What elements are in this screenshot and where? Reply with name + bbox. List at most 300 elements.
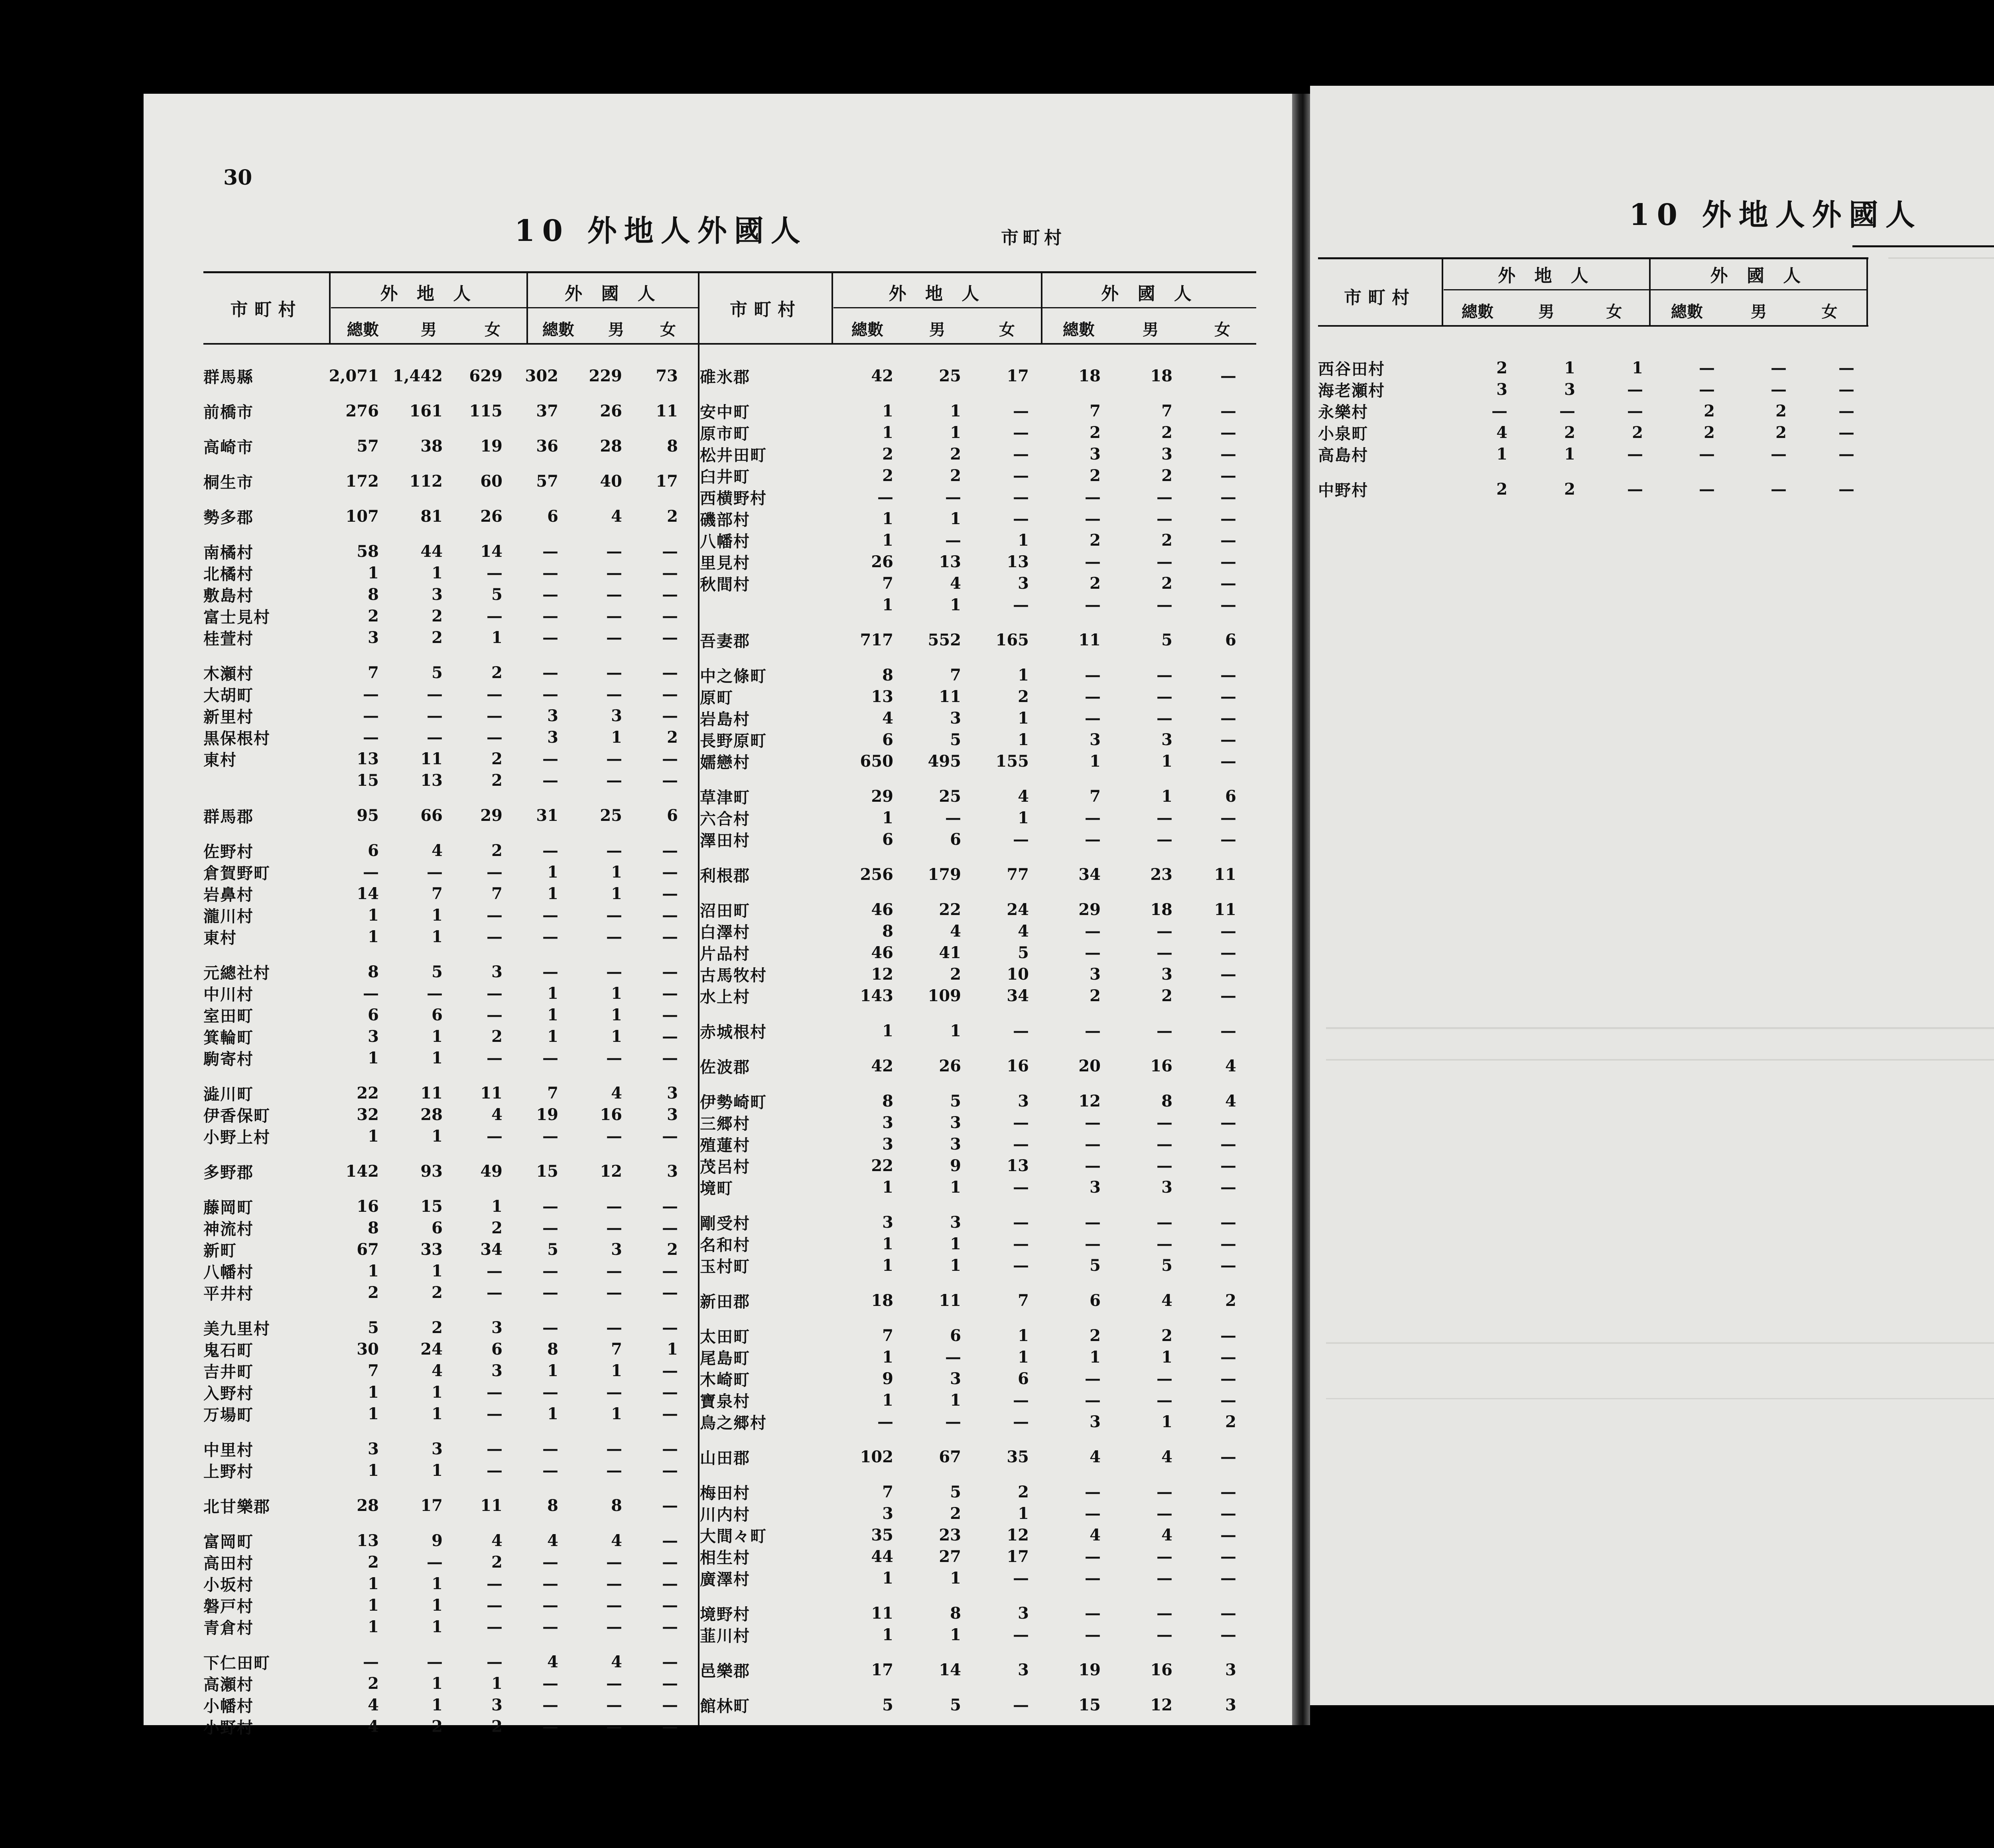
count-cell: — bbox=[606, 1261, 622, 1280]
municipality-name: 剛受村 bbox=[700, 1214, 750, 1233]
count-cell: — bbox=[662, 862, 678, 882]
count-cell: 3 bbox=[368, 1439, 379, 1458]
table-row bbox=[700, 1155, 1256, 1176]
count-cell: 6 bbox=[432, 1218, 443, 1237]
count-cell: 4 bbox=[1161, 1447, 1172, 1466]
municipality-name: 伊香保町 bbox=[203, 1106, 270, 1125]
count-cell: 8 bbox=[547, 1496, 558, 1515]
count-cell: 2 bbox=[1704, 401, 1715, 420]
count-cell: 29 bbox=[480, 806, 502, 825]
count-cell: 2 bbox=[1090, 574, 1101, 593]
table-row bbox=[700, 985, 1256, 1006]
count-cell: 165 bbox=[995, 630, 1029, 649]
count-cell: 1 bbox=[432, 1027, 443, 1046]
count-cell: 1 bbox=[882, 1347, 893, 1367]
count-cell: — bbox=[542, 1461, 558, 1480]
count-cell: — bbox=[1085, 1603, 1101, 1623]
count-cell: — bbox=[606, 1574, 622, 1593]
count-cell: 1 bbox=[432, 905, 443, 925]
count-cell: 2 bbox=[950, 444, 961, 463]
right-page bbox=[1310, 86, 1994, 1705]
count-cell: — bbox=[487, 706, 502, 725]
table-row bbox=[700, 1112, 1256, 1133]
count-cell: — bbox=[1627, 401, 1643, 420]
table-row bbox=[700, 899, 1256, 920]
header-total: 總數 bbox=[1671, 302, 1703, 321]
municipality-name: 利根郡 bbox=[700, 866, 750, 885]
municipality-name: 東村 bbox=[203, 928, 237, 947]
count-cell: — bbox=[427, 684, 443, 704]
data-table-right-column bbox=[700, 365, 1256, 1716]
count-cell: 8 bbox=[882, 921, 893, 941]
count-cell: — bbox=[945, 1412, 961, 1431]
count-cell: — bbox=[1085, 595, 1101, 614]
table-row bbox=[203, 1195, 694, 1217]
count-cell: 60 bbox=[480, 471, 502, 491]
count-cell: 6 bbox=[950, 1326, 961, 1345]
count-cell: 2 bbox=[1161, 986, 1172, 1005]
count-cell: — bbox=[1220, 423, 1236, 442]
table-row bbox=[700, 1524, 1256, 1546]
count-cell: — bbox=[487, 984, 502, 1003]
table-row bbox=[203, 627, 694, 648]
count-cell: — bbox=[542, 1126, 558, 1146]
count-cell: — bbox=[1013, 444, 1029, 463]
count-cell: — bbox=[1085, 1390, 1101, 1410]
count-cell: 2 bbox=[1018, 687, 1029, 706]
count-cell: — bbox=[487, 1126, 502, 1146]
count-cell: — bbox=[1013, 1412, 1029, 1431]
municipality-name: 青倉村 bbox=[203, 1618, 254, 1637]
count-cell: 1 bbox=[950, 1625, 961, 1644]
count-cell: — bbox=[606, 905, 622, 925]
count-cell: 7 bbox=[882, 574, 893, 593]
count-cell: 16 bbox=[1007, 1056, 1029, 1075]
count-cell: 3 bbox=[950, 1213, 961, 1232]
table-row bbox=[203, 662, 694, 683]
table-row bbox=[203, 540, 694, 562]
count-cell: 2 bbox=[491, 749, 502, 768]
count-cell: 717 bbox=[860, 630, 893, 649]
count-cell: 5 bbox=[950, 1482, 961, 1501]
municipality-name: 佐波郡 bbox=[700, 1057, 750, 1077]
count-cell: — bbox=[1157, 665, 1172, 684]
count-cell: — bbox=[363, 1652, 379, 1671]
table-row bbox=[203, 805, 694, 826]
count-cell: 18 bbox=[1078, 366, 1101, 385]
count-cell: — bbox=[662, 841, 678, 860]
count-cell: — bbox=[1157, 1234, 1172, 1253]
count-cell: 14 bbox=[357, 884, 379, 903]
municipality-name: 梅田村 bbox=[700, 1483, 750, 1503]
header-female: 女 bbox=[999, 320, 1015, 339]
count-cell: — bbox=[1220, 986, 1236, 1005]
count-cell: 1 bbox=[950, 1021, 961, 1040]
municipality-name: 中之條町 bbox=[700, 667, 767, 686]
count-cell: 3 bbox=[950, 708, 961, 728]
count-cell: — bbox=[1220, 1256, 1236, 1275]
count-cell: 14 bbox=[939, 1660, 961, 1679]
table-row bbox=[203, 769, 694, 791]
count-cell: 19 bbox=[536, 1105, 558, 1124]
count-cell: 8 bbox=[882, 1091, 893, 1110]
count-cell: — bbox=[542, 1318, 558, 1337]
count-cell: — bbox=[487, 1652, 502, 1671]
count-cell: — bbox=[1013, 1134, 1029, 1154]
count-cell: 2 bbox=[1090, 531, 1101, 550]
count-cell: 5 bbox=[1018, 943, 1029, 962]
count-cell: — bbox=[542, 585, 558, 604]
municipality-name: 中野村 bbox=[1318, 481, 1368, 500]
count-cell: 4 bbox=[1225, 1056, 1236, 1075]
count-cell: 112 bbox=[409, 471, 443, 491]
municipality-name: 六合村 bbox=[700, 809, 750, 828]
count-cell: 11 bbox=[656, 401, 678, 420]
table-title-right: 10 外地人外國人 bbox=[1629, 198, 1922, 232]
municipality-name: 小泉町 bbox=[1318, 424, 1368, 443]
count-cell: — bbox=[1085, 1547, 1101, 1566]
count-cell: — bbox=[363, 684, 379, 704]
count-cell: — bbox=[606, 663, 622, 682]
header-top-rule-right bbox=[1318, 257, 1868, 259]
table-row bbox=[700, 864, 1256, 885]
count-cell: 3 bbox=[1018, 574, 1029, 593]
header-male: 男 bbox=[1538, 302, 1555, 321]
count-cell: 6 bbox=[368, 841, 379, 860]
show-through bbox=[1326, 1398, 1994, 1399]
table-row bbox=[700, 1694, 1256, 1716]
count-cell: 1 bbox=[547, 1005, 558, 1024]
count-cell: — bbox=[363, 984, 379, 1003]
count-cell: 1 bbox=[368, 905, 379, 925]
count-cell: 49 bbox=[480, 1162, 502, 1181]
count-cell: — bbox=[662, 563, 678, 582]
header-male: 男 bbox=[421, 320, 437, 339]
count-cell: 24 bbox=[420, 1339, 443, 1359]
count-cell: 6 bbox=[491, 1339, 502, 1359]
count-cell: 12 bbox=[1150, 1695, 1172, 1714]
count-cell: — bbox=[542, 1383, 558, 1402]
table-row bbox=[700, 422, 1256, 443]
count-cell: — bbox=[1220, 401, 1236, 420]
table-row bbox=[203, 400, 694, 422]
table-row bbox=[203, 926, 694, 947]
count-cell: 2 bbox=[432, 606, 443, 625]
count-cell: 1 bbox=[1018, 1504, 1029, 1523]
count-cell: 31 bbox=[536, 806, 558, 825]
table-row bbox=[203, 1616, 694, 1637]
count-cell: — bbox=[1220, 1525, 1236, 1544]
count-cell: 3 bbox=[1018, 1603, 1029, 1623]
table-row bbox=[203, 1360, 694, 1381]
count-cell: — bbox=[606, 1461, 622, 1480]
count-cell: 3 bbox=[1225, 1695, 1236, 1714]
count-cell: — bbox=[542, 1048, 558, 1067]
table-row bbox=[700, 629, 1256, 651]
count-cell: — bbox=[1699, 380, 1715, 399]
table-row bbox=[700, 920, 1256, 942]
count-cell: — bbox=[1013, 830, 1029, 849]
municipality-name: 館林町 bbox=[700, 1696, 750, 1716]
count-cell: 3 bbox=[667, 1162, 678, 1181]
table-row bbox=[203, 1438, 694, 1459]
municipality-name: 古馬牧村 bbox=[700, 966, 767, 985]
count-cell: 3 bbox=[1161, 730, 1172, 749]
count-cell: — bbox=[487, 862, 502, 882]
count-cell: 2 bbox=[368, 606, 379, 625]
count-cell: 7 bbox=[882, 1482, 893, 1501]
count-cell: — bbox=[1157, 487, 1172, 507]
count-cell: 1 bbox=[547, 862, 558, 882]
count-cell: 7 bbox=[491, 884, 502, 903]
count-cell: 7 bbox=[1161, 401, 1172, 420]
table-row bbox=[700, 1233, 1256, 1254]
count-cell: 1 bbox=[950, 595, 961, 614]
count-cell: 2 bbox=[1775, 423, 1787, 442]
count-cell: 1 bbox=[547, 1027, 558, 1046]
count-cell: — bbox=[1085, 1213, 1101, 1232]
count-cell: — bbox=[542, 1674, 558, 1693]
table-row bbox=[203, 748, 694, 769]
count-cell: 23 bbox=[939, 1525, 961, 1544]
count-cell: 35 bbox=[871, 1525, 893, 1544]
count-cell: 3 bbox=[1225, 1660, 1236, 1679]
count-cell: 115 bbox=[469, 401, 502, 420]
count-cell: — bbox=[606, 841, 622, 860]
count-cell: — bbox=[662, 1496, 678, 1515]
table-row bbox=[700, 1446, 1256, 1467]
count-cell: 1 bbox=[432, 1261, 443, 1280]
count-cell: — bbox=[662, 1361, 678, 1380]
count-cell: — bbox=[662, 1439, 678, 1458]
count-cell: — bbox=[662, 1027, 678, 1046]
count-cell: 1 bbox=[1018, 665, 1029, 684]
count-cell: 2 bbox=[432, 1717, 443, 1736]
count-cell: — bbox=[945, 487, 961, 507]
table-row bbox=[700, 686, 1256, 707]
count-cell: 2 bbox=[1704, 423, 1715, 442]
count-cell: — bbox=[1157, 708, 1172, 728]
count-cell: 8 bbox=[368, 585, 379, 604]
count-cell: — bbox=[1085, 687, 1101, 706]
count-cell: — bbox=[487, 563, 502, 582]
count-cell: 16 bbox=[1150, 1660, 1172, 1679]
count-cell: — bbox=[542, 1596, 558, 1615]
count-cell: 20 bbox=[1078, 1056, 1101, 1075]
count-cell: — bbox=[1157, 1369, 1172, 1388]
count-cell: 1 bbox=[432, 1596, 443, 1615]
count-cell: 3 bbox=[950, 1369, 961, 1388]
count-cell: 1 bbox=[547, 1404, 558, 1423]
count-cell: 1 bbox=[882, 595, 893, 614]
count-cell: — bbox=[1085, 1369, 1101, 1388]
count-cell: 4 bbox=[1161, 1291, 1172, 1310]
count-cell: — bbox=[1220, 366, 1236, 385]
count-cell: — bbox=[542, 1283, 558, 1302]
municipality-name: 山田郡 bbox=[700, 1448, 750, 1467]
count-cell: — bbox=[1220, 1134, 1236, 1154]
municipality-name: 磐戸村 bbox=[203, 1597, 254, 1616]
count-cell: 13 bbox=[357, 1531, 379, 1550]
header-mid-rule-a bbox=[331, 307, 698, 308]
municipality-name: 長野原町 bbox=[700, 731, 767, 750]
count-cell: 33 bbox=[420, 1240, 443, 1259]
count-cell: — bbox=[487, 1283, 502, 1302]
count-cell: 34 bbox=[480, 1240, 502, 1259]
municipality-name: 入野村 bbox=[203, 1384, 254, 1403]
count-cell: 2 bbox=[950, 466, 961, 485]
municipality-name: 邑樂郡 bbox=[700, 1661, 750, 1680]
count-cell: 95 bbox=[357, 806, 379, 825]
count-cell: — bbox=[1085, 708, 1101, 728]
count-cell: 276 bbox=[345, 401, 379, 420]
count-cell: — bbox=[662, 1218, 678, 1237]
count-cell: 24 bbox=[1007, 900, 1029, 919]
municipality-name: 桂萱村 bbox=[203, 629, 254, 648]
count-cell: 6 bbox=[1090, 1291, 1101, 1310]
count-cell: 1 bbox=[882, 1256, 893, 1275]
header-male: 男 bbox=[929, 320, 945, 339]
count-cell: — bbox=[662, 1261, 678, 1280]
count-cell: 22 bbox=[871, 1156, 893, 1175]
count-cell: 1 bbox=[1018, 808, 1029, 827]
municipality-name: 藤岡町 bbox=[203, 1198, 254, 1217]
count-cell: 1 bbox=[882, 1390, 893, 1410]
count-cell: — bbox=[1157, 1156, 1172, 1175]
count-cell: 1 bbox=[882, 1021, 893, 1040]
count-cell: 6 bbox=[882, 830, 893, 849]
count-cell: 1 bbox=[611, 862, 622, 882]
count-cell: — bbox=[1220, 730, 1236, 749]
count-cell: — bbox=[1220, 1234, 1236, 1253]
municipality-name: 倉賀野町 bbox=[203, 864, 270, 883]
count-cell: — bbox=[1157, 943, 1172, 962]
table-row bbox=[700, 1176, 1256, 1198]
header-extended-rule bbox=[1852, 245, 1994, 247]
count-cell: 16 bbox=[600, 1105, 622, 1124]
count-cell: — bbox=[1838, 358, 1854, 377]
count-cell: — bbox=[606, 1674, 622, 1693]
count-cell: 4 bbox=[432, 1361, 443, 1380]
count-cell: 3 bbox=[667, 1083, 678, 1102]
count-cell: 11 bbox=[480, 1083, 502, 1102]
count-cell: 2 bbox=[491, 1552, 502, 1572]
count-cell: 77 bbox=[1007, 865, 1029, 884]
count-cell: — bbox=[363, 706, 379, 725]
count-cell: — bbox=[662, 905, 678, 925]
count-cell: 3 bbox=[882, 1504, 893, 1523]
count-cell: — bbox=[1013, 1177, 1029, 1197]
count-cell: 5 bbox=[368, 1318, 379, 1337]
municipality-name: 小幡村 bbox=[203, 1696, 254, 1716]
count-cell: 495 bbox=[928, 751, 961, 771]
count-cell: — bbox=[1085, 665, 1101, 684]
count-cell: — bbox=[1699, 444, 1715, 463]
count-cell: — bbox=[606, 1126, 622, 1146]
count-cell: 34 bbox=[1078, 865, 1101, 884]
data-table-left-column bbox=[203, 365, 694, 1737]
count-cell: 17 bbox=[420, 1496, 443, 1515]
table-row bbox=[700, 572, 1256, 594]
count-cell: 38 bbox=[420, 436, 443, 456]
table-row bbox=[700, 1325, 1256, 1346]
count-cell: 1 bbox=[882, 1234, 893, 1253]
count-cell: 107 bbox=[345, 507, 379, 526]
count-cell: 4 bbox=[1090, 1525, 1101, 1544]
header-municipality-b: 市町村 bbox=[730, 300, 802, 320]
table-row bbox=[203, 365, 694, 387]
municipality-name: 元總社村 bbox=[203, 963, 270, 982]
municipality-name: 勢多郡 bbox=[203, 508, 254, 527]
table-row bbox=[700, 551, 1256, 572]
count-cell: 3 bbox=[1090, 730, 1101, 749]
count-cell: 6 bbox=[1225, 787, 1236, 806]
count-cell: — bbox=[1157, 830, 1172, 849]
table-row bbox=[700, 529, 1256, 551]
municipality-name: 高島村 bbox=[1318, 446, 1368, 465]
count-cell: — bbox=[1013, 401, 1029, 420]
municipality-name: 相生村 bbox=[700, 1548, 750, 1567]
count-cell: — bbox=[1085, 921, 1101, 941]
count-cell: 1 bbox=[368, 1596, 379, 1615]
count-cell: 5 bbox=[1161, 630, 1172, 649]
municipality-name: 廣澤村 bbox=[700, 1570, 750, 1589]
show-through bbox=[1326, 1342, 1994, 1344]
table-row bbox=[700, 664, 1256, 686]
count-cell: — bbox=[1085, 830, 1101, 849]
count-cell: — bbox=[487, 1461, 502, 1480]
count-cell: — bbox=[542, 1695, 558, 1714]
count-cell: — bbox=[363, 862, 379, 882]
count-cell: — bbox=[662, 771, 678, 790]
count-cell: 5 bbox=[950, 1091, 961, 1110]
count-cell: — bbox=[542, 1261, 558, 1280]
count-cell: 13 bbox=[1007, 552, 1029, 571]
municipality-name: 原町 bbox=[700, 688, 733, 707]
header-male: 男 bbox=[1143, 320, 1159, 339]
count-cell: — bbox=[542, 1617, 558, 1636]
table-row bbox=[700, 594, 1256, 615]
header-female: 女 bbox=[1821, 302, 1838, 321]
count-cell: — bbox=[542, 606, 558, 625]
count-cell: 9 bbox=[432, 1531, 443, 1550]
municipality-name: 北甘樂郡 bbox=[203, 1497, 270, 1516]
count-cell: — bbox=[606, 1552, 622, 1572]
count-cell: 28 bbox=[600, 436, 622, 456]
count-cell: 2 bbox=[368, 1283, 379, 1302]
count-cell: 1 bbox=[1161, 751, 1172, 771]
count-cell: 4 bbox=[611, 1531, 622, 1550]
count-cell: 3 bbox=[1090, 964, 1101, 984]
count-cell: 11 bbox=[939, 687, 961, 706]
count-cell: 37 bbox=[536, 401, 558, 420]
municipality-name: 箕輪町 bbox=[203, 1028, 254, 1047]
count-cell: 8 bbox=[368, 1218, 379, 1237]
municipality-name: 室田町 bbox=[203, 1006, 254, 1026]
count-cell: — bbox=[662, 1461, 678, 1480]
header-municipality-a: 市町村 bbox=[230, 300, 302, 320]
count-cell: — bbox=[662, 1404, 678, 1423]
count-cell: — bbox=[877, 1412, 893, 1431]
table-row bbox=[700, 508, 1256, 529]
municipality-name: 佐野村 bbox=[203, 842, 254, 861]
count-cell: — bbox=[662, 1126, 678, 1146]
count-cell: 143 bbox=[860, 986, 893, 1005]
count-cell: — bbox=[1157, 808, 1172, 827]
table-row bbox=[700, 1133, 1256, 1155]
count-cell: 1 bbox=[432, 563, 443, 582]
table-row bbox=[700, 807, 1256, 828]
